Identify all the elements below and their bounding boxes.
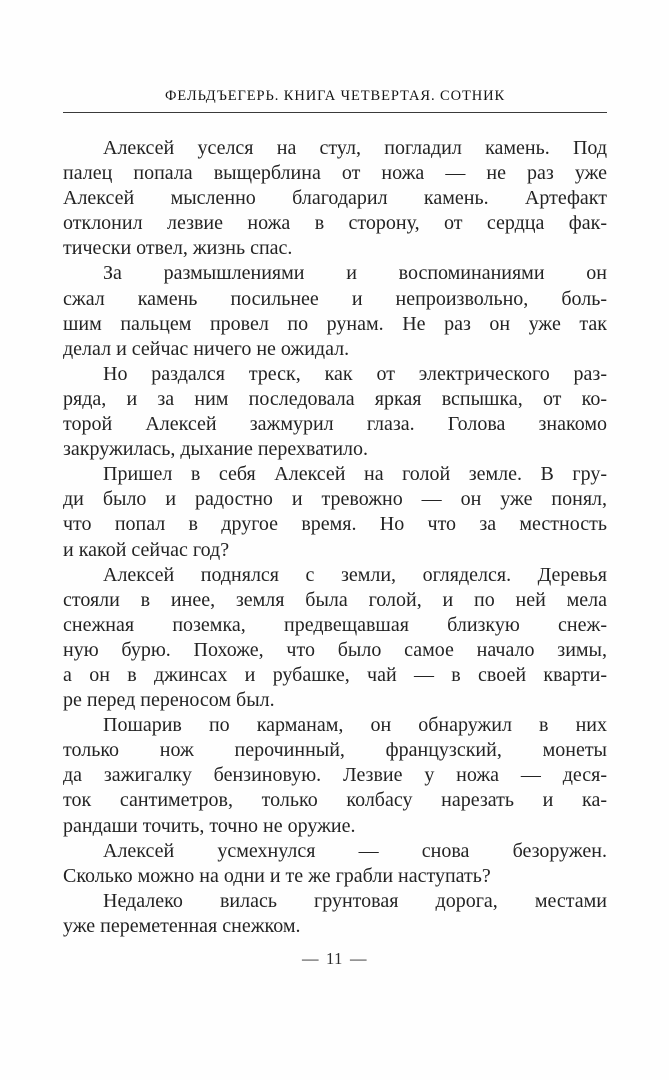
- text-line: да зажигалку бензиновую. Лезвие у ножа — деся-: [63, 764, 607, 787]
- footer-right-dash: —: [349, 949, 367, 968]
- text-line: сжал камень посильнее и непроизвольно, боль-: [63, 287, 607, 310]
- paragraph: [63, 261, 607, 361]
- text-line: Но раздался треск, как от электрического раз-: [103, 362, 607, 385]
- text-line: и какой сейчас год?: [63, 538, 230, 561]
- text-line: тически отвел, жизнь спас.: [63, 237, 293, 260]
- text-line: ди было и радостно и тревожно — он уже понял,: [63, 488, 607, 511]
- text-line: уже переметенная снежком.: [63, 914, 301, 937]
- text-line: торой Алексей зажмурил глаза. Голова знакомо: [63, 413, 607, 436]
- paragraph: [63, 889, 607, 939]
- text-line: ряда, и за ним последовала яркая вспышка, от ко-: [63, 387, 607, 410]
- text-line: ную бурю. Похоже, что было самое начало зимы,: [63, 638, 607, 661]
- text-line: ток сантиметров, только колбасу нарезать и ка-: [63, 789, 607, 812]
- running-header: ФЕЛЬДЪЕГЕРЬ. КНИГА ЧЕТВЕРТАЯ. СОТНИК: [164, 88, 506, 104]
- paragraph: [63, 713, 607, 838]
- text-line: закружилась, дыхание перехватило.: [63, 438, 369, 461]
- text-line: снежная поземка, предвещавшая близкую снеж-: [63, 613, 607, 636]
- paragraph: [63, 839, 607, 889]
- footer-left-dash: —: [302, 949, 320, 968]
- text-line: Алексей мысленно благодарил камень. Артефакт: [63, 187, 607, 210]
- paragraph: [63, 462, 607, 562]
- text-line: что попал в другое время. Но что за местность: [63, 513, 607, 536]
- text-line: а он в джинсах и рубашке, чай — в своей кварти-: [63, 663, 607, 686]
- paragraph: [63, 136, 607, 261]
- header-rule: [63, 112, 607, 113]
- paragraph: [63, 362, 607, 462]
- text-line: Пришел в себя Алексей на голой земле. В гру-: [103, 463, 607, 486]
- text-line: делал и сейчас ничего не ожидал.: [63, 337, 350, 360]
- text-line: рандаши точить, точно не оружие.: [63, 814, 356, 837]
- page-footer: [0, 949, 669, 969]
- text-line: стояли в инее, земля была голой, и по ней мела: [63, 588, 607, 611]
- text-line: палец попала выщерблина от ножа — не раз уже: [63, 162, 607, 185]
- body-text: [63, 136, 607, 939]
- paragraph: [63, 563, 607, 714]
- text-line: ре перед переносом был.: [63, 689, 275, 712]
- text-line: За размышлениями и воспоминаниями он: [103, 262, 607, 285]
- text-line: Сколько можно на одни и те же грабли наступать?: [63, 864, 491, 887]
- text-line: Алексей усмехнулся — снова безоружен.: [103, 839, 607, 862]
- text-line: Алексей поднялся с земли, огляделся. Деревья: [103, 563, 607, 586]
- text-line: только нож перочинный, французский, монеты: [63, 739, 607, 762]
- text-line: Недалеко вилась грунтовая дорога, местами: [103, 889, 607, 912]
- text-line: Пошарив по карманам, он обнаружил в них: [103, 714, 607, 737]
- text-line: отклонил лезвие ножа в сторону, от сердца фак-: [63, 212, 607, 235]
- page-number: 11: [326, 949, 343, 968]
- text-line: шим пальцем провел по рунам. Не раз он уже так: [63, 312, 607, 335]
- text-line: Алексей уселся на стул, погладил камень. Под: [103, 137, 607, 159]
